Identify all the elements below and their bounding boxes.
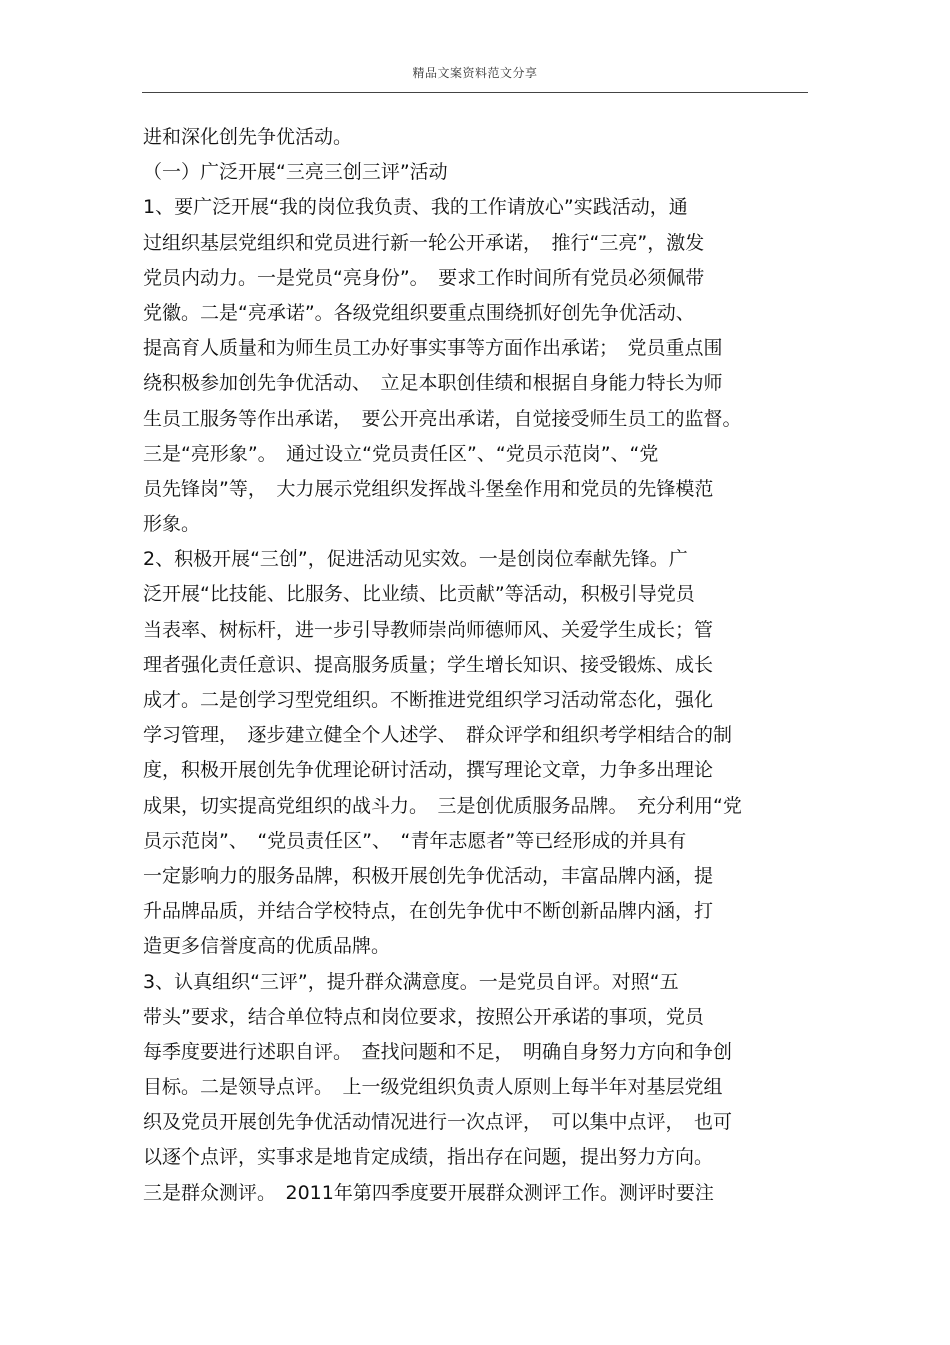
text-line: 目标。二是领导点评。 上一级党组织负责人原则上每半年对基层党组 — [143, 1076, 723, 1099]
text-line: 党员内动力。一是党员“亮身份”。 要求工作时间所有党员必须佩带 — [143, 266, 705, 289]
text-line: 织及党员开展创先争优活动情况进行一次点评， 可以集中点评， 也可 — [143, 1111, 733, 1134]
text-line: 当表率、树标杆，进一步引导教师崇尚师德师风、关爱学生成长；管 — [143, 618, 714, 641]
text-line: 成才。二是创学习型党组织。不断推进党组织学习活动常态化，强化 — [143, 689, 714, 711]
header-divider — [142, 92, 808, 93]
text-line: 形象。 — [143, 513, 201, 536]
text-line: 学习管理， 逐步建立健全个人述学、 群众评学和组织考学相结合的制 — [143, 724, 733, 747]
text-line: 提高育人质量和为师生员工办好事实事等方面作出承诺； 党员重点围 — [143, 337, 723, 360]
text-line: 度，积极开展创先争优理论研讨活动，撰写理论文章，力争多出理论 — [143, 759, 714, 782]
text-line: 员示范岗”、 “党员责任区”、 “青年志愿者”等已经形成的并具有 — [143, 829, 687, 852]
text-line: 带头”要求，结合单位特点和岗位要求，按照公开承诺的事项，党员 — [143, 1005, 704, 1028]
text-line: 成果，切实提高党组织的战斗力。 三是创优质服务品牌。 充分利用“党 — [143, 794, 742, 817]
text-line: 1、要广泛开展“我的岗位我负责、我的工作请放心”实践活动，通 — [143, 196, 688, 219]
text-line: （一）广泛开展“三亮三创三评”活动 — [143, 161, 448, 184]
text-line: 升品牌品质，并结合学校特点，在创先争优中不断创新品牌内涵，打 — [143, 900, 714, 923]
text-line: 以逐个点评，实事求是地肯定成绩，指出存在问题，提出努力方向。 — [143, 1146, 714, 1169]
text-line: 生员工服务等作出承诺， 要公开亮出承诺，自觉接受师生员工的监督。 — [143, 407, 742, 430]
text-line: 3、认真组织“三评”，提升群众满意度。一是党员自评。对照“五 — [143, 970, 679, 993]
text-line: 员先锋岗”等， 大力展示党组织发挥战斗堡垒作用和党员的先锋模范 — [143, 477, 714, 500]
text-line: 一定影响力的服务品牌，积极开展创先争优活动，丰富品牌内涵，提 — [143, 864, 714, 887]
text-line: 进和深化创先争优活动。 — [143, 126, 353, 148]
page-header: 精品文案资料范文分享 — [412, 66, 538, 80]
text-line: 绕积极参加创先争优活动、 立足本职创佳绩和根据自身能力特长为师 — [143, 372, 723, 395]
text-line: 理者强化责任意识、提高服务质量；学生增长知识、接受锻炼、成长 — [143, 653, 714, 676]
text-line: 造更多信誉度高的优质品牌。 — [143, 935, 391, 958]
body-text — [143, 120, 813, 1211]
text-line: 2、积极开展“三创”，促进活动见实效。一是创岗位奉献先锋。广 — [143, 548, 688, 571]
text-line: 党徽。二是“亮承诺”。各级党组织要重点围绕抓好创先争优活动、 — [143, 301, 695, 324]
text-line: 三是“亮形象”。 通过设立“党员责任区”、“党员示范岗”、“党 — [143, 442, 659, 465]
text-line: 每季度要进行述职自评。 查找问题和不足， 明确自身努力方向和争创 — [143, 1040, 733, 1063]
text-line: 泛开展“比技能、比服务、比业绩、比贡献”等活动，积极引导党员 — [143, 583, 695, 606]
text-line: 三是群众测评。 2011年第四季度要开展群众测评工作。测评时要注 — [143, 1181, 714, 1204]
text-line: 过组织基层党组织和党员进行新一轮公开承诺， 推行“三亮”，激发 — [143, 231, 705, 254]
